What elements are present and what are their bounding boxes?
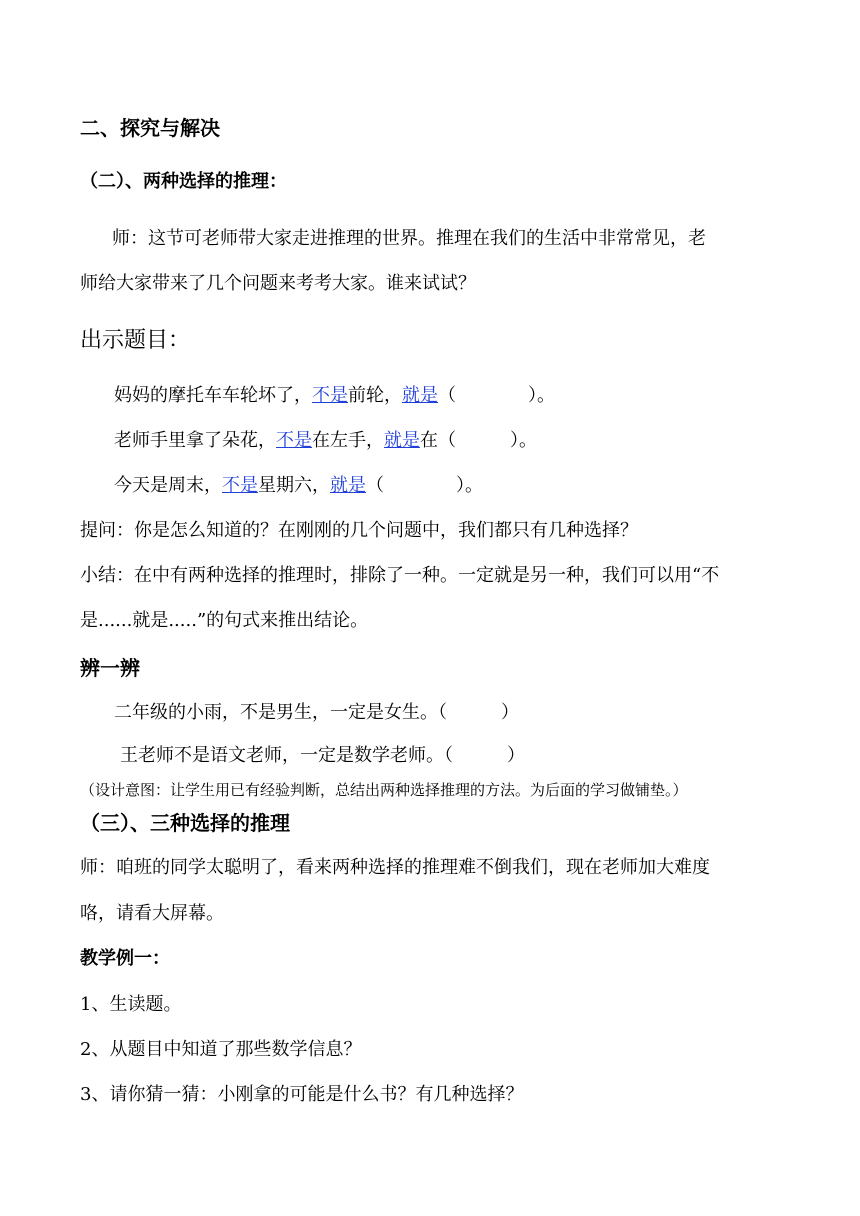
problem-text: 在左手， — [312, 430, 384, 451]
problem-blank: （ ）。 — [438, 385, 555, 406]
problem-line — [114, 429, 537, 453]
problem-keyword-link[interactable]: 不是 — [312, 385, 348, 406]
problem-keyword-link[interactable]: 就是 — [384, 430, 420, 451]
problem-text: 老师手里拿了朵花， — [114, 430, 276, 451]
summary-line2: 是......就是.....”的句式来推出结论。 — [80, 610, 369, 631]
problem-keyword-link[interactable]: 就是 — [402, 385, 438, 406]
step-item: 3、请你猜一猜：小刚拿的可能是什么书？有几种选择？ — [80, 1084, 524, 1105]
teacher-intro-line2: 师给大家带来了几个问题来考考大家。谁来试试？ — [80, 273, 476, 294]
subsection-heading: （二）、两种选择的推理： — [80, 171, 287, 192]
step-item: 2、从题目中知道了那些数学信息？ — [80, 1039, 362, 1060]
judge-item: 王老师不是语文老师，一定是数学老师。（ ） — [120, 745, 525, 766]
problem-blank: 在（ ）。 — [420, 430, 537, 451]
problem-keyword-link[interactable]: 不是 — [276, 430, 312, 451]
example-heading: 教学例一： — [80, 948, 170, 969]
section-heading: 二、探究与解决 — [80, 116, 220, 140]
teacher-line2-1: 师：咱班的同学太聪明了，看来两种选择的推理难不倒我们，现在老师加大难度 — [80, 857, 710, 878]
problem-keyword-link[interactable]: 不是 — [222, 475, 258, 496]
teacher-line2-2: 咯，请看大屏幕。 — [80, 903, 224, 924]
judge-item: 二年级的小雨，不是男生，一定是女生。（ ） — [114, 702, 519, 723]
show-problem-label: 出示题目： — [80, 328, 191, 353]
problem-line — [114, 474, 483, 498]
problem-text: 前轮， — [348, 385, 402, 406]
problem-text: 星期六， — [258, 475, 330, 496]
step-item: 1、生读题。 — [80, 994, 182, 1015]
problem-line — [114, 384, 555, 408]
subsection-heading: （三）、三种选择的推理 — [80, 811, 290, 835]
teacher-intro-line1: 师：这节可老师带大家走进推理的世界。推理在我们的生活中非常常见，老 — [112, 228, 706, 249]
summary-line1: 小结：在中有两种选择的推理时，排除了一种。一定就是另一种，我们可以用“不 — [80, 565, 720, 586]
judge-heading: 辨一辨 — [80, 656, 140, 680]
problem-text: 妈妈的摩托车车轮坏了， — [114, 385, 312, 406]
question-line: 提问：你是怎么知道的？在刚刚的几个问题中，我们都只有几种选择？ — [80, 520, 638, 541]
problem-keyword-link[interactable]: 就是 — [330, 475, 366, 496]
problem-text: 今天是周末， — [114, 475, 222, 496]
design-intent-note: （设计意图：让学生用已有经验判断，总结出两种选择推理的方法。为后面的学习做铺垫。） — [80, 781, 688, 799]
problem-blank: （ ）。 — [366, 475, 483, 496]
